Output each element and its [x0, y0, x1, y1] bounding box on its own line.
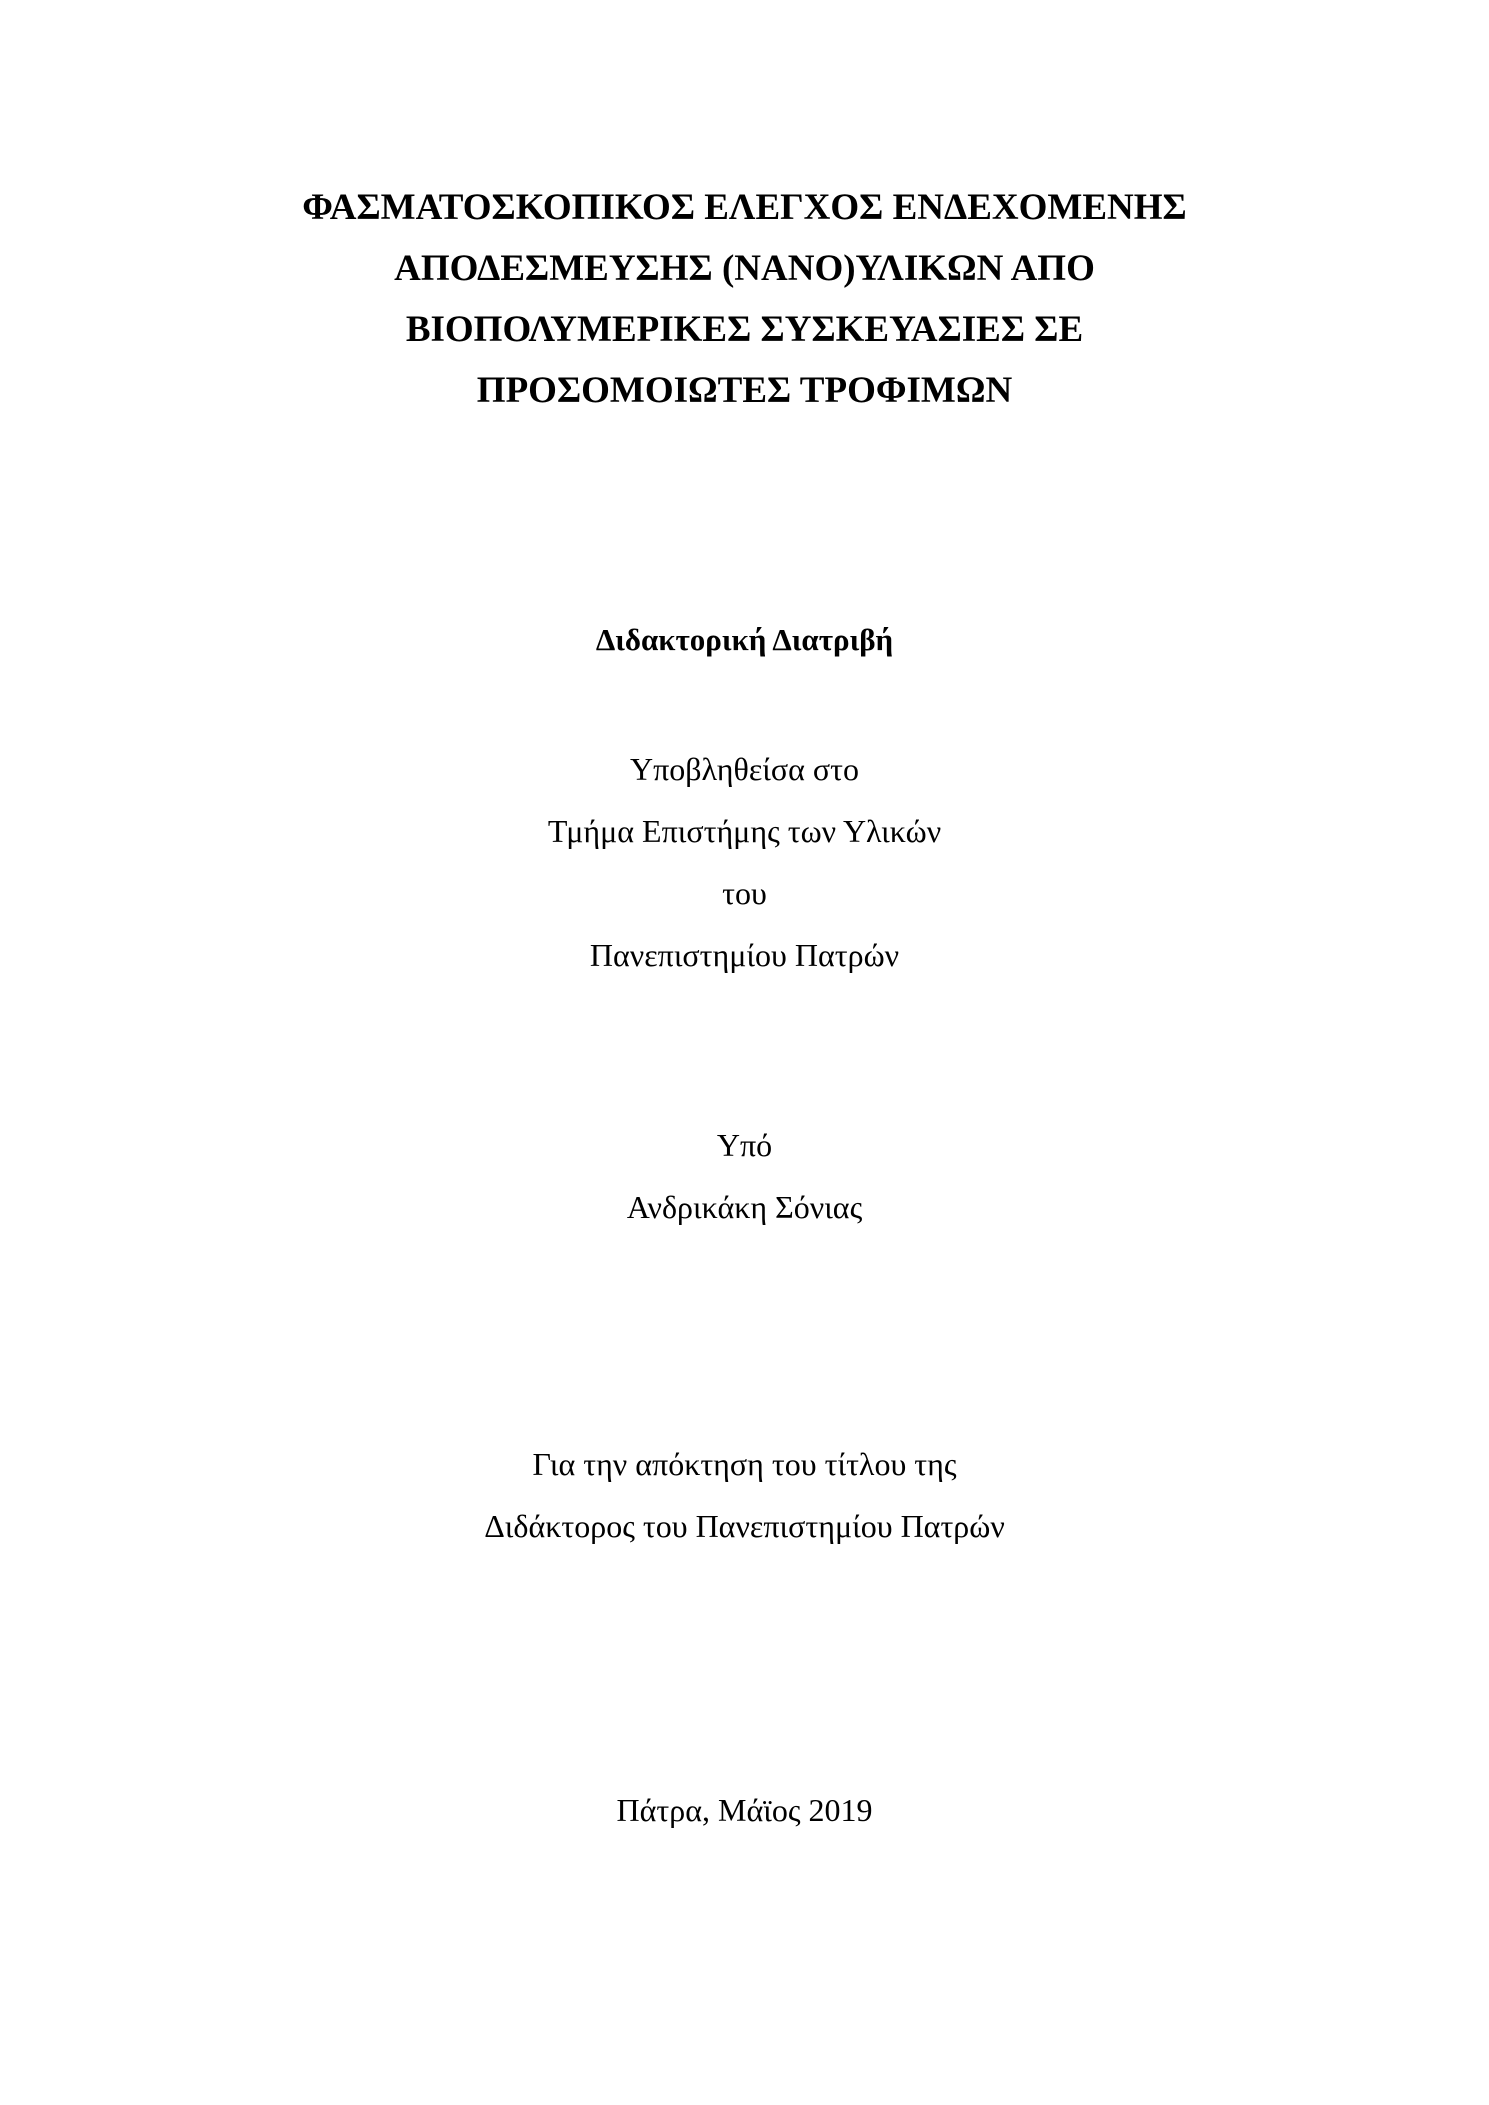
document-type: Διδακτορική Διατριβή: [595, 622, 894, 657]
department-name: Τμήμα Επιστήμης των Υλικών: [547, 813, 942, 849]
thesis-title: [0, 177, 1489, 421]
author-name: Ανδρικάκη Σόνιας: [626, 1189, 863, 1225]
author-block: [0, 1114, 1489, 1238]
thesis-title-line: ΦΑΣΜΑΤΟΣΚΟΠΙΚΟΣ ΕΛΕΓΧΟΣ ΕΝΔΕΧΟΜΕΝΗΣ: [302, 187, 1187, 228]
degree-statement: [0, 1433, 1489, 1557]
thesis-title-line: ΒΙΟΠΟΛΥΜΕΡΙΚΕΣ ΣΥΣΚΕΥΑΣΙΕΣ ΣΕ: [405, 309, 1084, 350]
submission-line: του: [722, 875, 767, 911]
thesis-title-line: ΠΡΟΣΟΜΟΙΩΤΕΣ ΤΡΟΦΙΜΩΝ: [476, 370, 1013, 411]
degree-line: Για την απόκτηση του τίτλου της: [532, 1446, 957, 1482]
place-and-date: Πάτρα, Μάϊος 2019: [616, 1792, 873, 1828]
university-name: Πανεπιστημίου Πατρών: [589, 937, 900, 973]
author-prefix: Υπό: [716, 1127, 773, 1163]
submission-statement: [0, 738, 1489, 986]
thesis-title-line: ΑΠΟΔΕΣΜΕΥΣΗΣ (ΝΑΝΟ)ΥΛΙΚΩΝ ΑΠΟ: [394, 248, 1095, 289]
submission-line: Υποβληθείσα στο: [629, 751, 859, 787]
degree-line: Διδάκτορος του Πανεπιστημίου Πατρών: [484, 1508, 1005, 1544]
